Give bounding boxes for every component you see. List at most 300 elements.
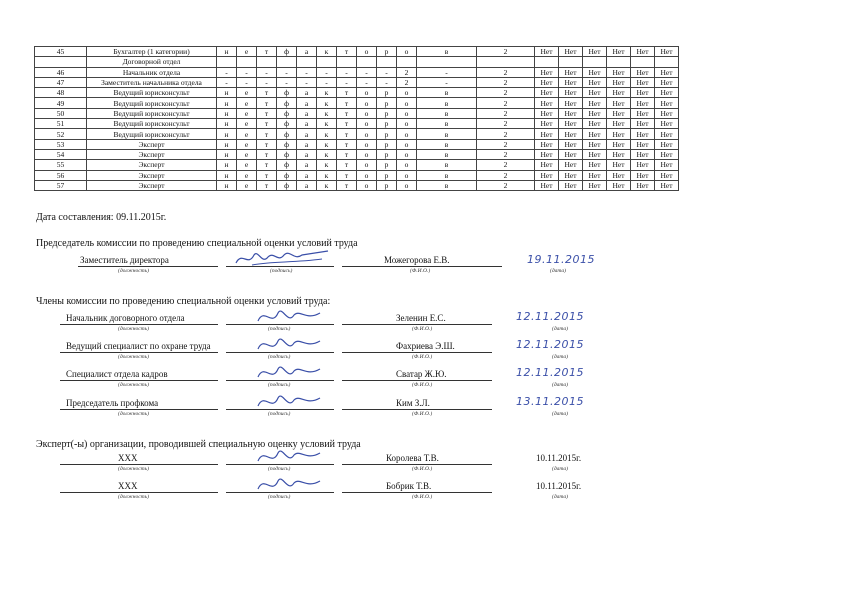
answer-cell: Нет	[559, 108, 583, 118]
answer-cell	[535, 57, 559, 67]
factor-cell: в	[417, 98, 477, 108]
factor-cell: т	[257, 88, 277, 98]
factor-cell: -	[317, 67, 337, 77]
factor-cell: в	[417, 47, 477, 57]
table-row	[35, 108, 679, 118]
factor-cell: ф	[277, 180, 297, 190]
answer-cell: Нет	[583, 119, 607, 129]
answer-cell: Нет	[631, 180, 655, 190]
factor-cell: н	[217, 119, 237, 129]
factor-cell: е	[237, 170, 257, 180]
factor-cell: -	[417, 67, 477, 77]
signatory-position: Специалист отдела кадров	[66, 369, 168, 379]
answer-cell: Нет	[631, 98, 655, 108]
factor-cell: т	[257, 98, 277, 108]
factor-cell: о	[397, 98, 417, 108]
signatory-name: Бобрик Т.В.	[386, 481, 432, 491]
name-line	[342, 492, 492, 493]
factor-cell: р	[377, 88, 397, 98]
factor-cell: е	[237, 180, 257, 190]
answer-cell: Нет	[607, 77, 631, 87]
factor-cell: в	[417, 129, 477, 139]
factor-cell: р	[377, 108, 397, 118]
signature	[254, 359, 324, 385]
factor-cell: н	[217, 160, 237, 170]
factor-cell: к	[317, 47, 337, 57]
hint-fio: (Ф.И.О.)	[412, 411, 433, 417]
row-number-cell: 57	[35, 180, 87, 190]
factor-cell: а	[297, 88, 317, 98]
signatory-name: Зеленин Е.С.	[396, 313, 446, 323]
factor-cell: -	[237, 77, 257, 87]
name-line	[342, 380, 492, 381]
answer-cell: Нет	[559, 149, 583, 159]
answer-cell: Нет	[583, 170, 607, 180]
answer-cell: Нет	[631, 139, 655, 149]
factor-cell: а	[297, 170, 317, 180]
factor-cell: ф	[277, 108, 297, 118]
answer-cell: Нет	[559, 98, 583, 108]
answer-cell: Нет	[559, 47, 583, 57]
factor-cell: о	[357, 47, 377, 57]
factor-cell: в	[417, 108, 477, 118]
position-line	[60, 409, 218, 410]
factor-cell: а	[297, 139, 317, 149]
factor-cell: ф	[277, 47, 297, 57]
factor-cell	[397, 57, 417, 67]
factor-cell: о	[397, 119, 417, 129]
factor-cell: -	[317, 77, 337, 87]
factor-cell: н	[217, 170, 237, 180]
factor-cell	[337, 57, 357, 67]
hint-signature: (подпись)	[268, 466, 291, 472]
position-line	[60, 464, 218, 465]
row-number-cell: 51	[35, 119, 87, 129]
factor-cell: 2	[397, 67, 417, 77]
factor-cell: р	[377, 170, 397, 180]
signature	[254, 471, 324, 497]
row-number-cell: 48	[35, 88, 87, 98]
chairman-position-line	[78, 266, 218, 267]
row-number-cell: 45	[35, 47, 87, 57]
factor-cell: к	[317, 170, 337, 180]
factor-cell: р	[377, 149, 397, 159]
hint-signature: (подпись)	[268, 494, 291, 500]
table-row	[35, 98, 679, 108]
factor-cell: а	[297, 108, 317, 118]
factor-cell: е	[237, 108, 257, 118]
factor-cell: о	[357, 160, 377, 170]
factor-cell: о	[357, 119, 377, 129]
signature	[254, 443, 324, 469]
hint-fio: (Ф.И.О.)	[412, 494, 433, 500]
table-row	[35, 160, 679, 170]
answer-cell: Нет	[535, 119, 559, 129]
row-number-cell: 52	[35, 129, 87, 139]
factor-cell: к	[317, 180, 337, 190]
position-cell: Договорной отдел	[87, 57, 217, 67]
factor-cell: в	[417, 149, 477, 159]
hint-position: (должность)	[118, 354, 149, 360]
factor-cell: н	[217, 108, 237, 118]
answer-cell: Нет	[583, 180, 607, 190]
factor-cell: т	[337, 139, 357, 149]
table-row	[35, 180, 679, 190]
factor-cell: р	[377, 139, 397, 149]
answer-cell: Нет	[559, 160, 583, 170]
factor-cell: а	[297, 98, 317, 108]
factor-cell: н	[217, 180, 237, 190]
row-number-cell	[35, 57, 87, 67]
factor-cell: к	[317, 98, 337, 108]
signature	[254, 388, 324, 414]
position-line	[60, 324, 218, 325]
chairman-name: Можегорова Е.В.	[384, 255, 450, 265]
row-number-cell: 50	[35, 108, 87, 118]
answer-cell: Нет	[535, 108, 559, 118]
chairman-signature	[232, 245, 332, 271]
row-number-cell: 53	[35, 139, 87, 149]
position-line	[60, 380, 218, 381]
factor-cell: т	[257, 149, 277, 159]
answer-cell: Нет	[655, 47, 679, 57]
answer-cell: Нет	[535, 139, 559, 149]
factor-cell: -	[337, 77, 357, 87]
signatory-name: Королева Т.В.	[386, 453, 439, 463]
answer-cell: Нет	[631, 129, 655, 139]
signatory-position: XXX	[118, 481, 138, 491]
factor-cell	[417, 57, 477, 67]
signature-date: 13.11.2015	[516, 395, 584, 408]
answer-cell: Нет	[655, 108, 679, 118]
position-cell: Эксперт	[87, 139, 217, 149]
factor-cell: к	[317, 88, 337, 98]
factor-cell: к	[317, 149, 337, 159]
factor-cell	[277, 57, 297, 67]
hint-position: (должность)	[118, 494, 149, 500]
hint-position: (должность)	[118, 466, 149, 472]
table-row	[35, 77, 679, 87]
position-cell: Ведущий юрисконсульт	[87, 108, 217, 118]
answer-cell: Нет	[655, 139, 679, 149]
factor-cell: к	[317, 160, 337, 170]
answer-cell: Нет	[583, 98, 607, 108]
factor-cell: -	[297, 67, 317, 77]
answer-cell: Нет	[631, 119, 655, 129]
answer-cell: Нет	[655, 77, 679, 87]
factor-cell: т	[257, 119, 277, 129]
factor-cell: 2	[477, 149, 535, 159]
factor-cell	[317, 57, 337, 67]
table-row	[35, 57, 679, 67]
hint-position: (должность)	[118, 326, 149, 332]
factor-cell: е	[237, 119, 257, 129]
factor-cell: о	[357, 180, 377, 190]
factor-cell: н	[217, 139, 237, 149]
factor-cell: а	[297, 119, 317, 129]
factor-cell: в	[417, 170, 477, 180]
members-heading: Члены комиссии по проведению специальной оценки условий труда:	[36, 296, 331, 307]
position-cell: Ведущий юрисконсульт	[87, 129, 217, 139]
factor-cell: к	[317, 139, 337, 149]
answer-cell	[631, 57, 655, 67]
answer-cell	[655, 57, 679, 67]
position-cell: Бухгалтер (1 категории)	[87, 47, 217, 57]
position-cell: Начальник отдела	[87, 67, 217, 77]
factor-cell: т	[337, 180, 357, 190]
factor-cell: ф	[277, 98, 297, 108]
factor-cell: р	[377, 129, 397, 139]
answer-cell: Нет	[535, 67, 559, 77]
chairman-name-line	[342, 266, 502, 267]
hint-date: (дата)	[552, 354, 568, 360]
factor-cell: -	[357, 67, 377, 77]
name-line	[342, 352, 492, 353]
factor-cell: е	[237, 149, 257, 159]
factor-cell: о	[397, 108, 417, 118]
answer-cell: Нет	[631, 149, 655, 159]
answer-cell	[559, 57, 583, 67]
name-line	[342, 324, 492, 325]
factor-cell: ф	[277, 160, 297, 170]
answer-cell: Нет	[583, 149, 607, 159]
row-number-cell: 46	[35, 67, 87, 77]
factor-cell: о	[357, 149, 377, 159]
position-cell: Заместитель начальника отдела	[87, 77, 217, 87]
factor-cell: 2	[397, 77, 417, 87]
answer-cell: Нет	[655, 98, 679, 108]
factor-cell: е	[237, 98, 257, 108]
signatory-position: Ведущий специалист по охране труда	[66, 341, 211, 351]
factor-cell: 2	[477, 88, 535, 98]
factor-cell: в	[417, 160, 477, 170]
factor-cell: о	[357, 170, 377, 180]
factor-cell: -	[377, 67, 397, 77]
table-row	[35, 47, 679, 57]
factor-cell: к	[317, 129, 337, 139]
factor-cell: н	[217, 47, 237, 57]
answer-cell: Нет	[535, 180, 559, 190]
factor-cell: о	[397, 170, 417, 180]
factor-cell: р	[377, 47, 397, 57]
factor-cell: 2	[477, 139, 535, 149]
hint-signature: (подпись)	[268, 354, 291, 360]
answer-cell: Нет	[607, 98, 631, 108]
factor-cell: ф	[277, 149, 297, 159]
position-cell: Эксперт	[87, 149, 217, 159]
table-row	[35, 149, 679, 159]
factor-cell: о	[397, 139, 417, 149]
factor-cell: -	[257, 67, 277, 77]
experts-heading: Эксперт(-ы) организации, проводившей специальную оценку условий труда	[36, 439, 361, 450]
factor-cell: -	[277, 77, 297, 87]
answer-cell: Нет	[631, 160, 655, 170]
row-number-cell: 56	[35, 170, 87, 180]
factor-cell: р	[377, 180, 397, 190]
factor-cell: о	[397, 47, 417, 57]
factor-cell: а	[297, 129, 317, 139]
hint-fio: (Ф.И.О.)	[412, 466, 433, 472]
answer-cell: Нет	[607, 108, 631, 118]
factor-cell: -	[237, 67, 257, 77]
factor-cell: р	[377, 119, 397, 129]
factor-cell	[297, 57, 317, 67]
factor-cell: т	[337, 98, 357, 108]
position-cell: Ведущий юрисконсульт	[87, 88, 217, 98]
answer-cell: Нет	[655, 119, 679, 129]
factor-cell: р	[377, 160, 397, 170]
factor-cell: в	[417, 88, 477, 98]
factor-cell: а	[297, 47, 317, 57]
factor-cell: т	[337, 170, 357, 180]
chairman-position: Заместитель директора	[80, 255, 169, 265]
factor-cell	[257, 57, 277, 67]
hint-date: (дата)	[552, 466, 568, 472]
position-cell: Эксперт	[87, 180, 217, 190]
signatory-position: XXX	[118, 453, 138, 463]
answer-cell: Нет	[631, 170, 655, 180]
factor-cell: -	[277, 67, 297, 77]
answer-cell: Нет	[655, 170, 679, 180]
answer-cell: Нет	[535, 129, 559, 139]
signature-date: 12.11.2015	[516, 366, 584, 379]
factor-cell	[377, 57, 397, 67]
factor-cell	[477, 57, 535, 67]
answer-cell: Нет	[559, 139, 583, 149]
factor-cell: 2	[477, 160, 535, 170]
factor-cell: в	[417, 119, 477, 129]
factor-cell: 2	[477, 129, 535, 139]
factor-cell: т	[337, 108, 357, 118]
factor-cell: т	[257, 47, 277, 57]
position-cell: Ведущий юрисконсульт	[87, 119, 217, 129]
answer-cell: Нет	[535, 98, 559, 108]
position-line	[60, 352, 218, 353]
answer-cell: Нет	[535, 160, 559, 170]
factor-cell: н	[217, 88, 237, 98]
hint-fio: (Ф.И.О.)	[410, 268, 431, 274]
factor-cell: р	[377, 98, 397, 108]
answer-cell: Нет	[631, 67, 655, 77]
answer-cell: Нет	[607, 119, 631, 129]
factor-cell: н	[217, 129, 237, 139]
factor-cell: к	[317, 108, 337, 118]
factor-cell: а	[297, 160, 317, 170]
row-number-cell: 49	[35, 98, 87, 108]
factor-cell: т	[257, 139, 277, 149]
answer-cell: Нет	[583, 47, 607, 57]
answer-cell: Нет	[631, 108, 655, 118]
answer-cell: Нет	[535, 149, 559, 159]
table-row	[35, 129, 679, 139]
factor-cell: о	[357, 139, 377, 149]
factor-cell: ф	[277, 129, 297, 139]
factor-cell: -	[217, 67, 237, 77]
answer-cell: Нет	[655, 67, 679, 77]
factor-cell: 2	[477, 47, 535, 57]
answer-cell: Нет	[535, 170, 559, 180]
answer-cell: Нет	[655, 160, 679, 170]
hint-fio: (Ф.И.О.)	[412, 354, 433, 360]
answer-cell	[607, 57, 631, 67]
factor-cell: е	[237, 88, 257, 98]
hint-position: (должность)	[118, 382, 149, 388]
answer-cell: Нет	[559, 77, 583, 87]
signature	[254, 331, 324, 357]
factor-cell: о	[357, 98, 377, 108]
factor-cell: т	[257, 170, 277, 180]
factor-cell	[357, 57, 377, 67]
factor-cell: е	[237, 160, 257, 170]
factor-cell: -	[417, 77, 477, 87]
hint-signature: (подпись)	[268, 411, 291, 417]
factor-cell	[217, 57, 237, 67]
answer-cell: Нет	[607, 88, 631, 98]
results-table	[34, 46, 679, 191]
factor-cell: т	[257, 129, 277, 139]
position-cell: Эксперт	[87, 160, 217, 170]
signature-date: 10.11.2015г.	[536, 453, 582, 463]
factor-cell: т	[337, 119, 357, 129]
factor-cell: т	[337, 47, 357, 57]
answer-cell: Нет	[583, 88, 607, 98]
answer-cell: Нет	[535, 77, 559, 87]
signature-date: 12.11.2015	[516, 338, 584, 351]
factor-cell: т	[257, 160, 277, 170]
position-cell: Ведущий юрисконсульт	[87, 98, 217, 108]
factor-cell: -	[257, 77, 277, 87]
factor-cell: о	[397, 160, 417, 170]
factor-cell: т	[337, 129, 357, 139]
answer-cell: Нет	[655, 88, 679, 98]
chairman-date: 19.11.2015	[527, 253, 595, 266]
factor-cell: 2	[477, 180, 535, 190]
answer-cell: Нет	[655, 180, 679, 190]
answer-cell: Нет	[607, 180, 631, 190]
hint-fio: (Ф.И.О.)	[412, 382, 433, 388]
factor-cell: 2	[477, 119, 535, 129]
hint-date: (дата)	[552, 411, 568, 417]
factor-cell: -	[377, 77, 397, 87]
signatory-name: Сватар Ж.Ю.	[396, 369, 447, 379]
answer-cell: Нет	[583, 129, 607, 139]
hint-position: (должность)	[118, 268, 149, 274]
factor-cell: 2	[477, 98, 535, 108]
signatory-position: Председатель профкома	[66, 398, 159, 408]
answer-cell: Нет	[631, 88, 655, 98]
signature-date: 10.11.2015г.	[536, 481, 582, 491]
answer-cell: Нет	[607, 149, 631, 159]
factor-cell: -	[357, 77, 377, 87]
factor-cell: н	[217, 149, 237, 159]
factor-cell: о	[397, 180, 417, 190]
hint-fio: (Ф.И.О.)	[412, 326, 433, 332]
row-number-cell: 47	[35, 77, 87, 87]
factor-cell: т	[337, 149, 357, 159]
answer-cell: Нет	[559, 67, 583, 77]
factor-cell: -	[337, 67, 357, 77]
signatory-name: Ким З.Л.	[396, 398, 430, 408]
factor-cell: ф	[277, 139, 297, 149]
answer-cell: Нет	[607, 67, 631, 77]
chairman-heading: Председатель комиссии по проведению специальной оценки условий труда	[36, 238, 358, 249]
factor-cell: т	[257, 180, 277, 190]
table-row	[35, 88, 679, 98]
factor-cell: -	[217, 77, 237, 87]
hint-date: (дата)	[550, 268, 566, 274]
answer-cell: Нет	[559, 170, 583, 180]
answer-cell: Нет	[607, 160, 631, 170]
